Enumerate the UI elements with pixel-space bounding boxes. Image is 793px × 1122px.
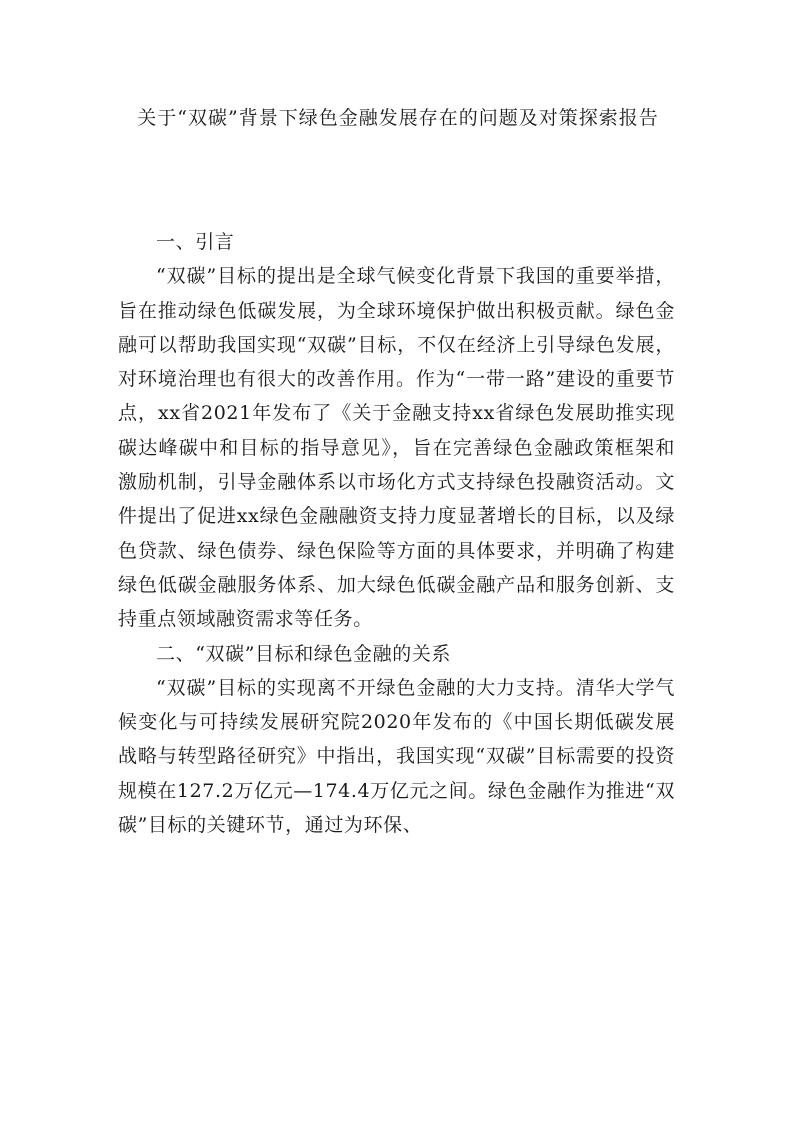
document-body xyxy=(118,225,675,842)
introduction-paragraph: “双碳”目标的提出是全球气候变化背景下我国的重要举措，旨在推动绿色低碳发展，为全球环境保护做出积极贡献。绿色金融可以帮助我国实现“双碳”目标，不仅在经济上引导绿色发展，对环境治理也有很大的改善作用。作为“一带一路”建设的重要节点，xx省2021年发布了《关于金融支持xx省绿色发展助推实现碳达峰碳中和目标的指导意见》，旨在完善绿色金融政策框架和激励机制，引导金融体系以市场化方式支持绿色投融资活动。文件提出了促进xx绿色金融融资支持力度显著增长的目标，以及绿色贷款、绿色债券、绿色保险等方面的具体要求，并明确了构建绿色低碳金融服务体系、加大绿色低碳金融产品和服务创新、支持重点领域融资需求等任务。 xyxy=(118,265,675,631)
section-heading-relationship: 二、“双碳”目标和绿色金融的关系 xyxy=(156,642,452,665)
section-heading-introduction: 一、引言 xyxy=(156,231,235,253)
document-title: 关于“双碳”背景下绿色金融发展存在的问题及对策探索报告 xyxy=(137,107,659,129)
relationship-paragraph: “双碳”目标的实现离不开绿色金融的大力支持。清华大学气候变化与可持续发展研究院2020年发布的《中国长期低碳发展战略与转型路径研究》中指出，我国实现“双碳”目标需要的投资规模在127.2万亿元—174.4万亿元之间。绿色金融作为推进“双碳”目标的关键环节，通过为环保、 xyxy=(118,676,675,837)
